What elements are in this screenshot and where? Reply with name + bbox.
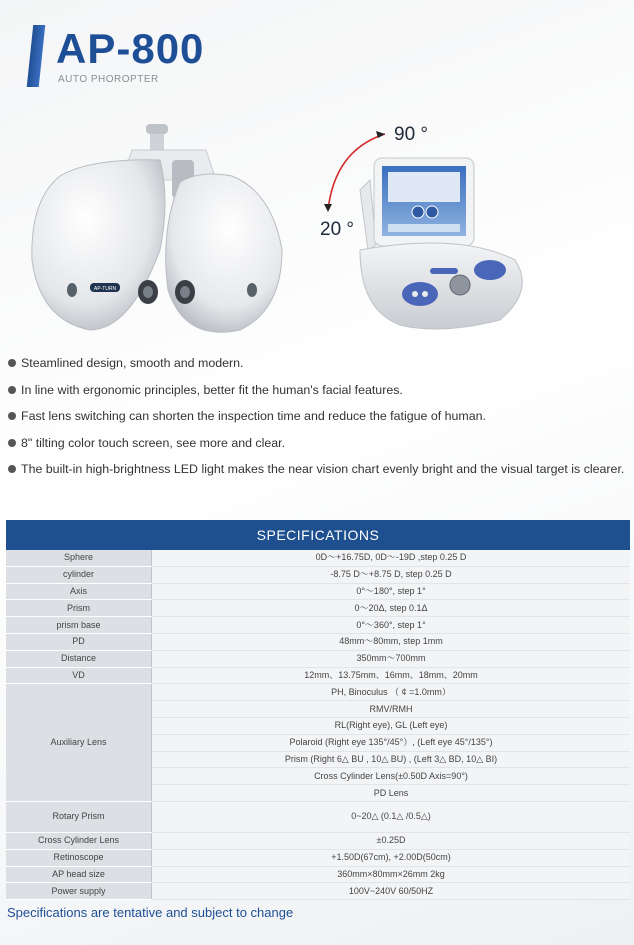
spec-value: 0D～+16.75D, 0D～-19D ,step 0.25 D [152,550,631,566]
table-row [6,633,630,650]
feature-item: Steamlined design, smooth and modern. [8,354,628,381]
table-row [6,617,630,634]
spec-value: -8.75 D～+8.75 D, step 0.25 D [152,566,631,583]
specifications-section [6,520,630,900]
spec-label: Axis [6,583,152,600]
svg-text:AP-TURN: AP-TURN [93,286,117,292]
title-accent-bar [27,25,46,87]
bullet-icon [8,359,16,367]
spec-label: Auxiliary Lens [6,684,152,802]
spec-value: +1.50D(67cm), +2.00D(50cm) [152,849,631,866]
spec-label: Cross Cylinder Lens [6,832,152,849]
spec-label: prism base [6,617,152,634]
table-row [6,667,630,684]
control-knob [450,275,470,295]
table-row [6,866,630,883]
spec-label: Retinoscope [6,849,152,866]
spec-label: Distance [6,650,152,667]
feature-item: Fast lens switching can shorten the inspection time and reduce the fatigue of human. [8,407,628,434]
table-row [6,832,630,849]
product-title: AP-800 [56,25,205,72]
spec-value: ±0.25D [152,832,631,849]
spec-value: 0～20Δ, step 0.1Δ [152,600,631,617]
spec-value: 0°～360°, step 1° [152,617,631,634]
spec-value: 0°～180°, step 1° [152,583,631,600]
table-row [6,684,630,701]
product-illustration [20,120,540,345]
footnote: Specifications are tentative and subject to change [7,905,294,920]
spec-label: PD [6,633,152,650]
product-subtitle: AUTO PHOROPTER [58,74,159,85]
spec-value: Cross Cylinder Lens(±0.50D Axis=90°) [152,768,631,785]
spec-value: Polaroid (Right eye 135°/45°）, (Left eye 45°/135°) [152,734,631,751]
specifications-title: SPECIFICATIONS [6,520,630,550]
spec-label: Sphere [6,550,152,566]
feature-list [8,354,628,487]
spec-value: 360mm×80mm×26mm 2kg [152,866,631,883]
spec-label: Power supply [6,883,152,900]
spec-label: AP head size [6,866,152,883]
table-row [6,849,630,866]
feature-item: In line with ergonomic principles, better fit the human's facial features. [8,381,628,408]
table-row [6,583,630,600]
bullet-icon [8,412,16,420]
spec-value: RL(Right eye), GL (Left eye) [152,717,631,734]
table-row [6,883,630,900]
bullet-icon [8,439,16,447]
spec-value: Prism (Right 6△ BU , 10△ BU) , (Left 3△ BD, 10△ BI) [152,751,631,768]
spec-value: 350mm～700mm [152,650,631,667]
spec-value: 0~20△ (0.1△ /0.5△) [152,801,631,832]
bullet-icon [8,386,16,394]
specifications-table [6,550,630,900]
control-unit [360,158,522,329]
spec-value: PD Lens [152,785,631,802]
spec-value: PH, Binoculus （ ¢ =1.0mm） [152,684,631,701]
spec-value: 48mm～80mm, step 1mm [152,633,631,650]
spec-label: Prism [6,600,152,617]
bullet-icon [8,465,16,473]
table-row [6,801,630,832]
spec-label: cylinder [6,566,152,583]
table-row [6,650,630,667]
spec-value: RMV/RMH [152,701,631,718]
spec-label: Rotary Prism [6,801,152,832]
feature-item: The built-in high-brightness LED light makes the near vision chart evenly bright and the visual target is clearer. [8,460,628,487]
spec-value: 12mm、13.75mm、16mm、18mm、20mm [152,667,631,684]
phoropter-head [32,124,282,332]
angle-bottom-label: 20 ° [320,219,355,240]
feature-item: 8" tilting color touch screen, see more and clear. [8,434,628,461]
spec-value: 100V~240V 60/50HZ [152,883,631,900]
table-row [6,566,630,583]
table-row [6,600,630,617]
angle-top-label: 90 ° [394,124,429,145]
table-row [6,550,630,566]
spec-label: VD [6,667,152,684]
